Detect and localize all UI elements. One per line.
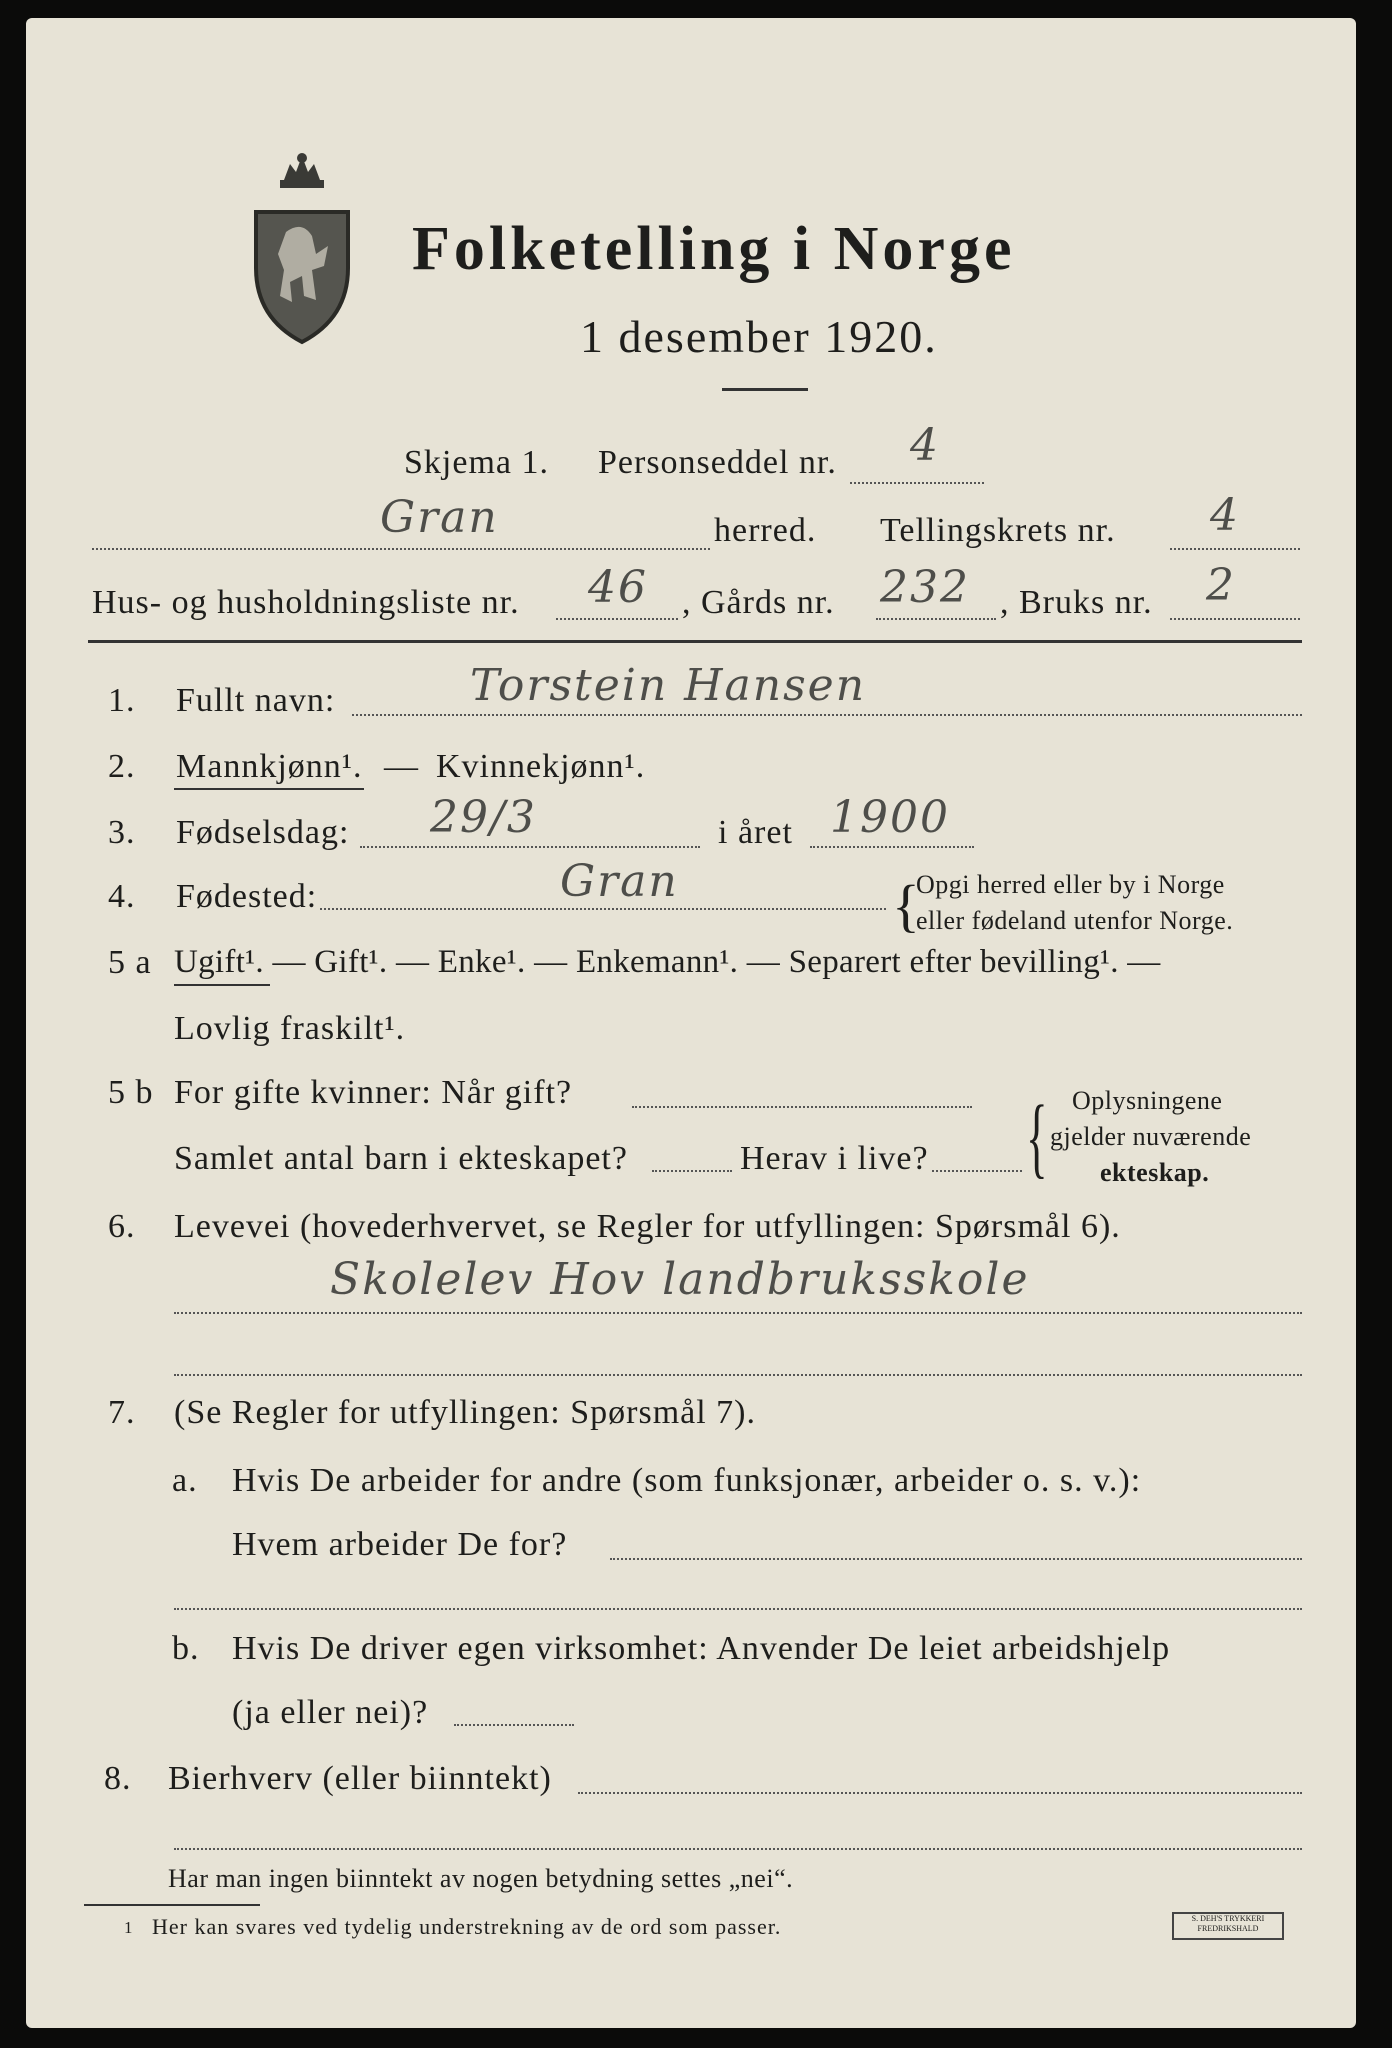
- q5b-note3: ekteskap.: [1100, 1158, 1210, 1187]
- q4-value: Gran: [560, 856, 679, 907]
- tellingskrets-label: Tellingskrets nr.: [880, 512, 1116, 549]
- q6-line1: [174, 1312, 1302, 1314]
- bruks-value: 2: [1206, 560, 1236, 611]
- footnote-rule: [84, 1904, 260, 1906]
- q8-line2: [174, 1848, 1302, 1850]
- printer-stamp: S. DEH'S TRYKKERI FREDRIKSHALD: [1172, 1912, 1284, 1940]
- husholdningsliste-line: [556, 618, 678, 620]
- q1-line: [352, 714, 1302, 716]
- q5b-line1: For gifte kvinner: Når gift?: [174, 1074, 573, 1111]
- husholdningsliste-value: 46: [588, 562, 648, 613]
- husholdningsliste-label: Hus- og husholdningsliste nr.: [92, 584, 520, 621]
- q6-line2: [174, 1374, 1302, 1376]
- bruks-label: , Bruks nr.: [1000, 584, 1153, 621]
- q5b-line2b: Herav i live?: [740, 1140, 929, 1177]
- q7a-line: [610, 1558, 1302, 1560]
- personseddel-label: Personseddel nr.: [598, 444, 837, 481]
- q7a-line1: Hvis De arbeider for andre (som funksjonær, arbeider o. s. v.):: [232, 1462, 1142, 1499]
- personseddel-line: [850, 482, 984, 484]
- q5b-barn-line: [652, 1170, 732, 1172]
- skjema-label: Skjema 1.: [404, 444, 549, 481]
- q5b-note2: gjelder nuværende: [1050, 1122, 1252, 1151]
- personseddel-value: 4: [910, 420, 940, 471]
- gards-line: [876, 618, 996, 620]
- q2-number: 2.: [108, 748, 136, 785]
- q5a-underline-mark: [174, 984, 270, 986]
- q8-label: Bierhverv (eller biinntekt): [168, 1760, 552, 1797]
- herred-line: [92, 548, 710, 550]
- q2-mannkjonn: Mannkjønn¹.: [176, 748, 363, 785]
- form-date: 1 desember 1920.: [580, 311, 938, 362]
- q1-label: Fullt navn:: [176, 682, 336, 719]
- q2-underline-mark: [174, 788, 364, 790]
- q6-number: 6.: [108, 1208, 136, 1245]
- q7b-line: [454, 1724, 574, 1726]
- q4-label: Fødested:: [176, 878, 318, 915]
- q1-value: Torstein Hansen: [470, 660, 867, 711]
- q8-note: Har man ingen biinntekt av nogen betydning settes „nei“.: [168, 1864, 794, 1893]
- q5b-live-line: [932, 1170, 1022, 1172]
- q5b-line2a: Samlet antal barn i ekteskapet?: [174, 1140, 628, 1177]
- q3-number: 3.: [108, 814, 136, 851]
- q2-kvinnekjonn: Kvinnekjønn¹.: [436, 748, 646, 785]
- q3-value: 29/3: [430, 792, 537, 843]
- form-title: Folketelling i Norge: [412, 215, 1016, 283]
- q7-label: (Se Regler for utfyllingen: Spørsmål 7).: [174, 1394, 757, 1431]
- title-rule: [722, 388, 808, 391]
- q5a-number: 5 a: [108, 944, 152, 981]
- q4-note-line2: eller fødeland utenfor Norge.: [916, 906, 1234, 935]
- q4-line: [320, 908, 886, 910]
- q7a-letter: a.: [172, 1462, 198, 1499]
- q5b-nar-gift-line: [632, 1106, 972, 1108]
- q6-value: Skolelev Hov landbruksskole: [330, 1254, 1030, 1305]
- q7b-letter: b.: [172, 1630, 200, 1667]
- q5a-line1: Ugift¹. — Gift¹. — Enke¹. — Enkemann¹. — Separert efter bevilling¹. —: [174, 944, 1161, 980]
- q7-number: 7.: [108, 1394, 136, 1431]
- norway-coat-of-arms-icon: [246, 150, 358, 346]
- q1-number: 1.: [108, 682, 136, 719]
- herred-label: herred.: [714, 512, 817, 549]
- q5b-note1: Oplysningene: [1072, 1086, 1223, 1115]
- gards-value: 232: [880, 562, 970, 613]
- bruks-line: [1170, 618, 1300, 620]
- q7a-line2-blank: [174, 1608, 1302, 1610]
- q8-number: 8.: [104, 1760, 132, 1797]
- header-divider: [88, 640, 1302, 643]
- q7b-line2: (ja eller nei)?: [232, 1694, 429, 1731]
- gards-label: , Gårds nr.: [682, 584, 835, 621]
- q8-line: [578, 1792, 1302, 1794]
- q3-year-label: i året: [718, 814, 793, 851]
- q2-separator: —: [384, 748, 419, 785]
- tellingskrets-line: [1170, 548, 1300, 550]
- q7b-line1: Hvis De driver egen virksomhet: Anvender De leiet arbeidshjelp: [232, 1630, 1171, 1667]
- footnote-text: Her kan svares ved tydelig understrekning av de ord som passer.: [152, 1914, 782, 1939]
- tellingskrets-value: 4: [1210, 490, 1240, 541]
- q5b-number: 5 b: [108, 1074, 154, 1111]
- q3-year-value: 1900: [830, 792, 950, 843]
- q3-year-line: [810, 846, 974, 848]
- q4-brace: {: [892, 873, 921, 938]
- q4-number: 4.: [108, 878, 136, 915]
- q5a-line2: Lovlig fraskilt¹.: [174, 1010, 406, 1047]
- footnote-mark: 1: [124, 1918, 134, 1937]
- q3-label: Fødselsdag:: [176, 814, 350, 851]
- herred-value: Gran: [380, 492, 499, 543]
- q4-note-line1: Opgi herred eller by i Norge: [916, 870, 1225, 899]
- q5b-brace: {: [1026, 1088, 1049, 1187]
- q7a-line2: Hvem arbeider De for?: [232, 1526, 568, 1563]
- q3-line: [360, 846, 700, 848]
- q6-label: Levevei (hovederhvervet, se Regler for utfyllingen: Spørsmål 6).: [174, 1208, 1121, 1245]
